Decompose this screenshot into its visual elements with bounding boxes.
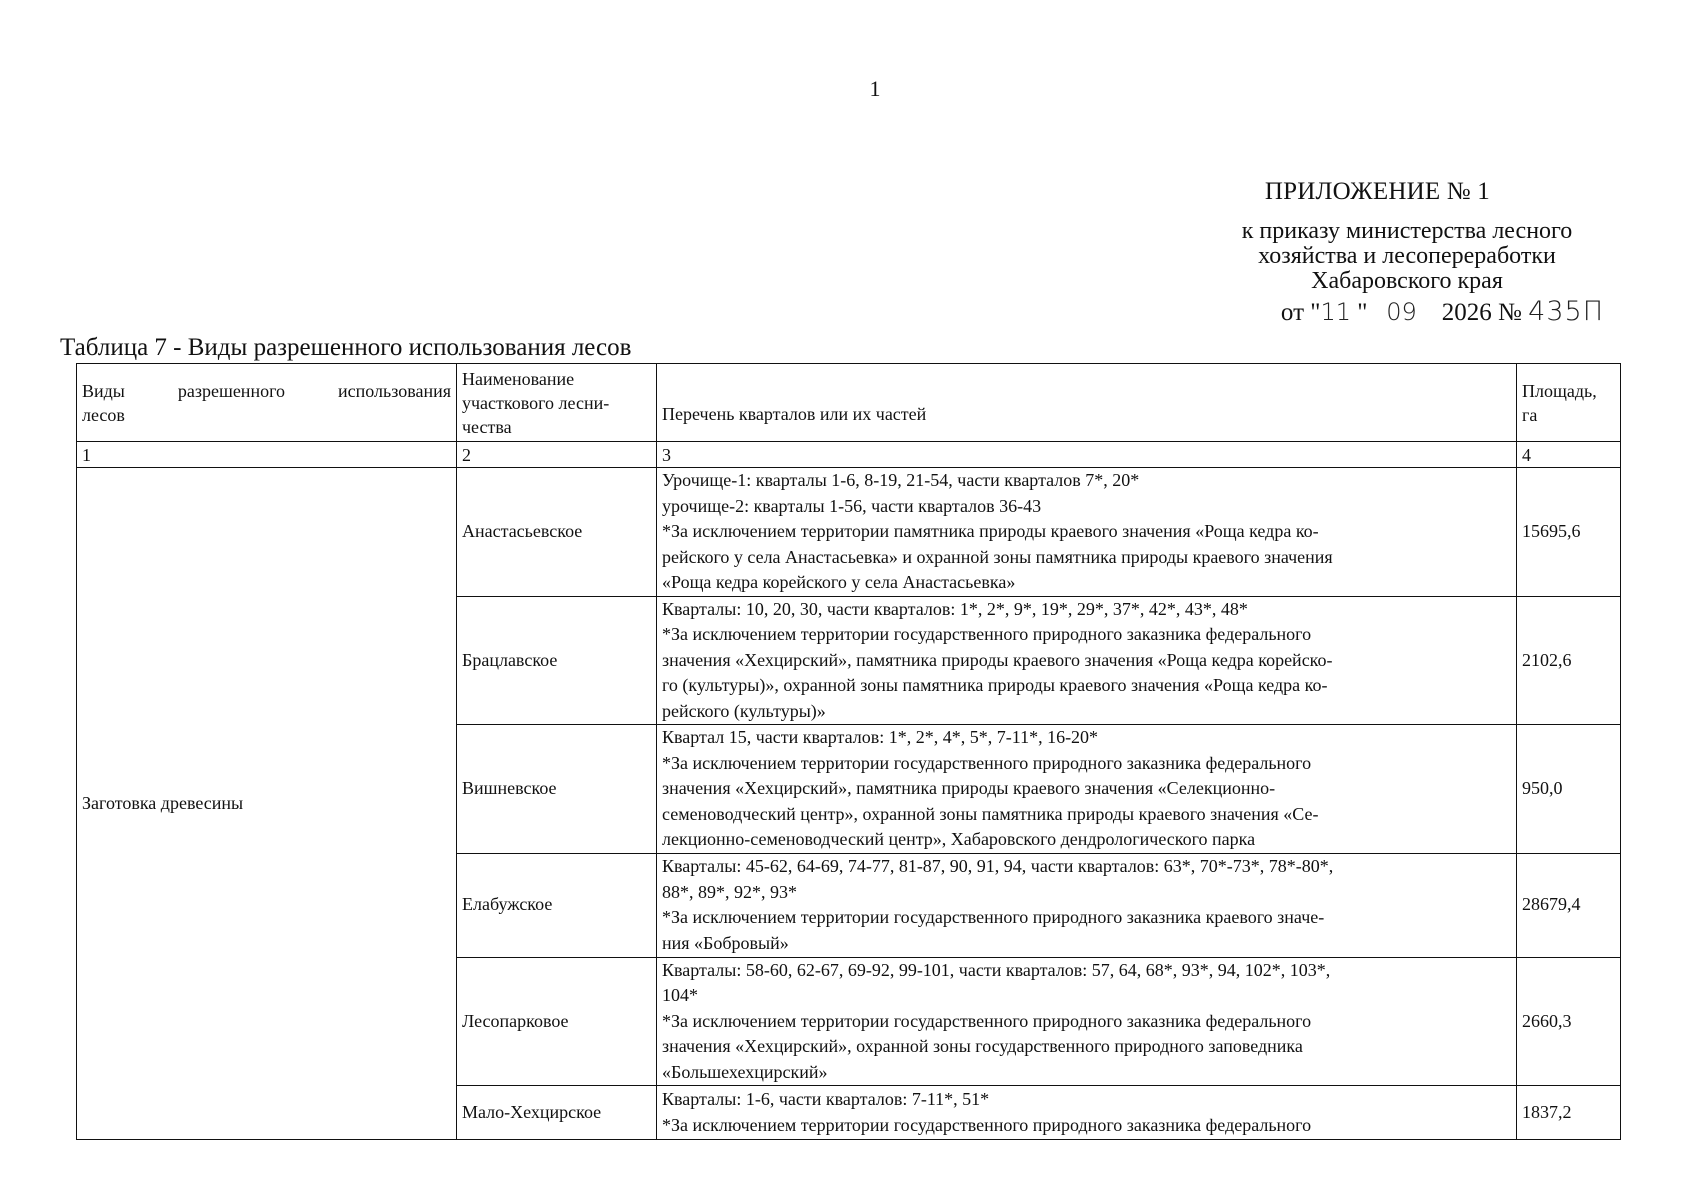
quarter-list: Кварталы: 45-62, 64-69, 74-77, 81-87, 90, 91, 94, части кварталов: 63*, 70*-73*, 78*-80*, 88*, 89*, 92*, 93* *За исключением территории государственного природного заказника краевого значе- ния «Бобровый»	[657, 853, 1517, 957]
forestry-name: Мало-Хехцирское	[457, 1086, 657, 1140]
table-row	[77, 468, 1621, 597]
forestry-name: Елабужское	[457, 853, 657, 957]
area-value: 28679,4	[1517, 853, 1621, 957]
quarter-list: Кварталы: 58-60, 62-67, 69-92, 99-101, части кварталов: 57, 64, 68*, 93*, 94, 102*, 103*, 104* *За исключением территории государственного природного заказника федерального значения «Хехцирский», охранной зоны государственного природного заповедника «Большехехцирский»	[657, 957, 1517, 1086]
area-value: 1837,2	[1517, 1086, 1621, 1140]
page-number: 1	[869, 76, 881, 101]
date-day: 11	[1320, 298, 1352, 326]
date-prefix: от "	[1280, 299, 1321, 326]
order-reference	[1192, 219, 1622, 294]
quarter-list: Квартал 15, части кварталов: 1*, 2*, 4*, 5*, 7-11*, 16-20* *За исключением территории государственного природного заказника федерального значения «Хехцирский», памятника природы краевого значения «Селекционно- семеноводческий центр», охранной зоны памятника природы краевого значения «Се- лекционно-семеноводческий центр», Хабаровского дендрологического парка	[657, 725, 1517, 854]
date-quote: "	[1357, 299, 1368, 326]
number-sign: №	[1498, 299, 1522, 326]
forestry-name: Вишневское	[457, 725, 657, 854]
column-number: 1	[77, 442, 457, 468]
header-forestry-name: Наименование участкового лесни- чества	[457, 364, 657, 442]
column-number: 2	[457, 442, 657, 468]
header-use-type: Виды разрешенного использования лесов	[77, 364, 457, 442]
order-line: к приказу министерства лесного	[1241, 218, 1573, 244]
quarter-list: Кварталы: 1-6, части кварталов: 7-11*, 51* *За исключением территории государственного природного заказника федерального	[657, 1086, 1517, 1140]
area-value: 2102,6	[1517, 596, 1621, 725]
quarter-list: Кварталы: 10, 20, 30, части кварталов: 1*, 2*, 9*, 19*, 29*, 37*, 42*, 43*, 48* *За исключением территории государственного природного заказника федерального значения «Хехцирский», памятника природы краевого значения «Роща кедра корейско- го (культуры)», охранной зоны памятника природы краевого значения «Роща кедра ко- рейского (культуры)»	[657, 596, 1517, 725]
date-year: 2026	[1441, 299, 1492, 326]
header-area: Площадь, га	[1517, 364, 1621, 442]
table-title: Таблица 7 - Виды разрешенного использования лесов	[60, 334, 632, 361]
order-line: Хабаровского края	[1311, 268, 1503, 294]
header-quarter-list: Перечень кварталов или их частей	[657, 364, 1517, 442]
use-type-cell: Заготовка древесины	[77, 468, 457, 1140]
forest-use-table	[76, 363, 1621, 1140]
forestry-name: Лесопарковое	[457, 957, 657, 1086]
quarter-list: Урочище-1: кварталы 1-6, 8-19, 21-54, части кварталов 7*, 20* урочище-2: кварталы 1-56, части кварталов 36-43 *За исключением территории памятника природы краевого значения «Роща кедра ко- рейского у села Анастасьевка» и охранной зоны памятника природы краевого значения «Роща кедра корейского у села Анастасьевка»	[657, 468, 1517, 597]
appendix-title: ПРИЛОЖЕНИЕ № 1	[1264, 178, 1490, 205]
order-date-line	[1281, 296, 1604, 327]
header-row	[77, 364, 1621, 442]
forestry-name: Брацлавское	[457, 596, 657, 725]
area-value: 2660,3	[1517, 957, 1621, 1086]
column-number-row	[77, 442, 1621, 468]
column-number: 3	[657, 442, 1517, 468]
date-month: 09	[1386, 298, 1417, 326]
column-number: 4	[1517, 442, 1621, 468]
order-line: хозяйства и лесопереработки	[1258, 243, 1556, 269]
area-value: 15695,6	[1517, 468, 1621, 597]
forestry-name: Анастасьевское	[457, 468, 657, 597]
area-value: 950,0	[1517, 725, 1621, 854]
order-number: 435П	[1528, 296, 1604, 327]
